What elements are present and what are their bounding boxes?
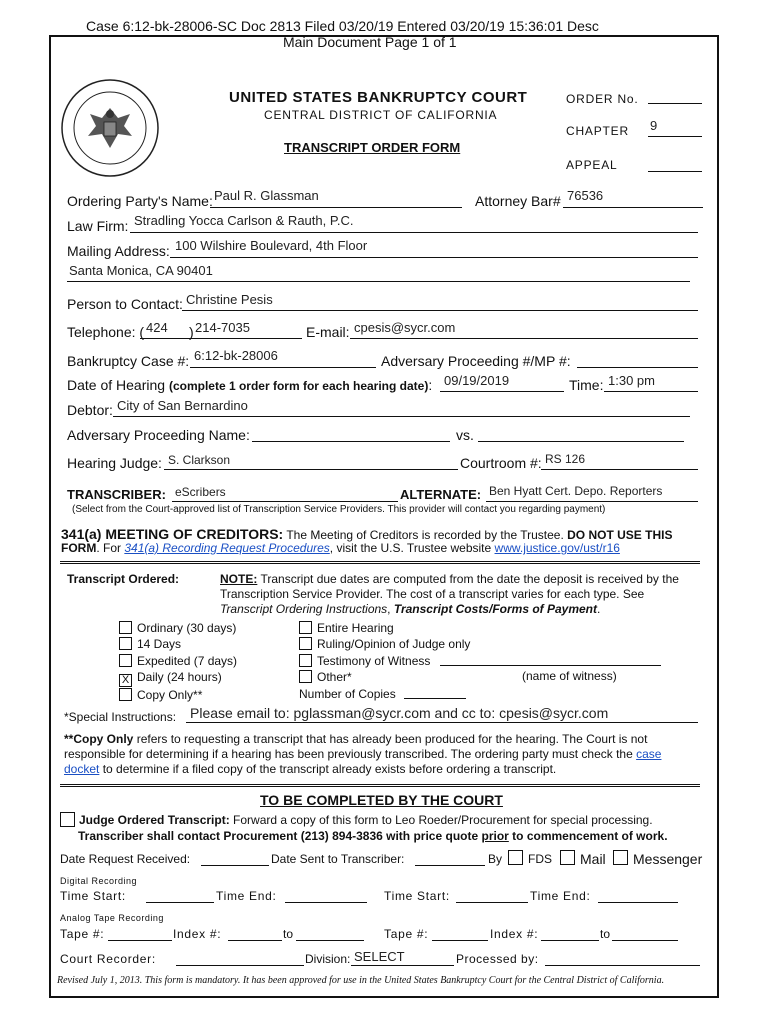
email-label: E-mail: bbox=[306, 324, 350, 340]
attorney-bar-label: Attorney Bar# bbox=[475, 193, 561, 209]
other-checkbox[interactable] bbox=[299, 670, 312, 683]
court-district: CENTRAL DISTRICT OF CALIFORNIA bbox=[264, 108, 498, 122]
meeting-bold2: FORM bbox=[61, 541, 97, 555]
form-title: TRANSCRIPT ORDER FORM bbox=[284, 140, 461, 155]
hearing-date-text: Date of Hearing bbox=[67, 377, 166, 393]
ordering-party-value[interactable]: Paul R. Glassman bbox=[214, 188, 319, 203]
to-line-2[interactable] bbox=[612, 940, 678, 941]
time-start-label-2: Time Start: bbox=[384, 889, 450, 903]
prior-text: prior bbox=[481, 829, 509, 843]
costs-ref: Transcript Costs/Forms of Payment bbox=[393, 602, 598, 616]
division-select[interactable]: SELECT bbox=[354, 949, 405, 964]
hearing-date-label bbox=[67, 377, 432, 393]
time-start-label-1: Time Start: bbox=[60, 889, 126, 903]
date-sent-label: Date Sent to Transcriber: bbox=[271, 852, 405, 866]
alternate-line bbox=[486, 501, 698, 502]
daily-checkbox[interactable]: X bbox=[119, 674, 132, 687]
mailing-address-label: Mailing Address: bbox=[67, 243, 170, 259]
judge-ordered-checkbox[interactable] bbox=[60, 812, 75, 827]
copies-line[interactable] bbox=[404, 698, 466, 699]
copy-text2: responsible for determining if a hearing has been previously transcribed. The ordering party must check the bbox=[64, 747, 637, 761]
appeal-label: APPEAL bbox=[566, 158, 618, 172]
turnaround-options bbox=[119, 620, 237, 704]
to-line-1[interactable] bbox=[296, 940, 364, 941]
judge-ordered-bold: Judge Ordered Transcript: bbox=[79, 813, 230, 827]
special-instructions-label: *Special Instructions: bbox=[64, 710, 177, 724]
scope-options bbox=[299, 620, 470, 702]
time-value[interactable]: 1:30 pm bbox=[608, 373, 655, 388]
meeting-text3: , visit the U.S. Trustee website bbox=[329, 541, 495, 555]
recording-procedures-link[interactable]: 341(a) Recording Request Procedures bbox=[124, 541, 330, 555]
meeting-heading: 341(a) MEETING OF CREDITORS: bbox=[61, 526, 284, 542]
copy-only-line3 bbox=[64, 762, 556, 776]
time-end-line-1[interactable] bbox=[285, 902, 367, 903]
entire-hearing-checkbox[interactable] bbox=[299, 621, 312, 634]
mailing-line1 bbox=[170, 257, 698, 258]
note-text1: Transcript due dates are computed from the date the deposit is received by the bbox=[257, 572, 679, 586]
court-section-divider bbox=[60, 784, 700, 787]
adversary-name-label: Adversary Proceeding Name: bbox=[67, 427, 250, 443]
adversary-label: Adversary Proceeding #/MP #: bbox=[381, 353, 571, 369]
courtroom-value[interactable]: RS 126 bbox=[545, 452, 586, 466]
appeal-line[interactable] bbox=[648, 171, 702, 172]
procurement-text: Transcriber shall contact Procurement (213) 894-3836 with price quote bbox=[78, 829, 482, 843]
by-label: By bbox=[488, 852, 503, 866]
division-label: Division: bbox=[305, 952, 351, 966]
option-label: Entire Hearing bbox=[317, 621, 394, 635]
vs-label: vs. bbox=[456, 427, 474, 443]
index-label-2: Index #: bbox=[490, 927, 539, 941]
tape-line-1[interactable] bbox=[108, 940, 172, 941]
meeting-line1 bbox=[61, 526, 672, 542]
transcriber-line bbox=[172, 501, 398, 502]
judge-ordered-line2 bbox=[78, 829, 668, 843]
judge-line bbox=[164, 469, 458, 470]
date-received-label: Date Request Received: bbox=[60, 852, 191, 866]
time-start-line-1[interactable] bbox=[146, 902, 214, 903]
option-ruling[interactable] bbox=[299, 636, 470, 652]
telephone-area[interactable]: 424 bbox=[146, 320, 168, 335]
expedited-checkbox[interactable] bbox=[119, 654, 132, 667]
index-line-2[interactable] bbox=[541, 940, 599, 941]
option-label: Daily (24 hours) bbox=[137, 670, 222, 685]
hearing-date-value[interactable]: 09/19/2019 bbox=[444, 373, 510, 388]
processed-by-label: Processed by: bbox=[456, 952, 539, 966]
law-firm-line bbox=[130, 232, 698, 233]
index-label-1: Index #: bbox=[173, 927, 222, 941]
adversary-line[interactable] bbox=[577, 367, 698, 368]
section-divider bbox=[60, 561, 700, 564]
messenger-label: Messenger bbox=[633, 851, 703, 867]
mailing-address-value2[interactable]: Santa Monica, CA 90401 bbox=[69, 263, 213, 278]
email-line bbox=[350, 338, 698, 339]
case-line bbox=[190, 367, 376, 368]
fds-checkbox[interactable] bbox=[508, 850, 523, 865]
docket-header-line2: Main Document Page 1 of 1 bbox=[283, 34, 457, 50]
contact-value[interactable]: Christine Pesis bbox=[186, 292, 273, 307]
division-line bbox=[351, 965, 454, 966]
fourteen-days-checkbox[interactable] bbox=[119, 637, 132, 650]
note-end: . bbox=[597, 602, 601, 616]
law-firm-value[interactable]: Stradling Yocca Carlson & Rauth, P.C. bbox=[134, 213, 354, 228]
copy-text1: refers to requesting a transcript that has already been produced for the hearing. The Court is not bbox=[133, 732, 648, 746]
option-label: 14 Days bbox=[137, 637, 182, 652]
meeting-text2: . For bbox=[96, 541, 125, 555]
option-daily[interactable] bbox=[119, 669, 237, 687]
docket-header-line1: Case 6:12-bk-28006-SC Doc 2813 Filed 03/20/19 Entered 03/20/19 15:36:01 Desc bbox=[86, 18, 599, 34]
revision-footer: Revised July 1, 2013. This form is mandatory. It has been approved for use in the United States Bankruptcy Court for the Central District of California. bbox=[57, 975, 665, 986]
index-line-1[interactable] bbox=[228, 940, 282, 941]
telephone-label: Telephone: ( bbox=[67, 324, 145, 340]
judge-ordered-text: Forward a copy of this form to Leo Roeder/Procurement for special processing. bbox=[229, 813, 653, 827]
hearing-date-line bbox=[440, 391, 564, 392]
court-seal-icon bbox=[60, 78, 160, 178]
vs-line[interactable] bbox=[478, 441, 684, 442]
testimony-checkbox[interactable] bbox=[299, 654, 312, 667]
mail-checkbox[interactable] bbox=[560, 850, 575, 865]
note-line1 bbox=[220, 572, 679, 586]
note-sep: , bbox=[387, 602, 394, 616]
mail-label: Mail bbox=[580, 851, 606, 867]
transcriber-label: TRANSCRIBER: bbox=[67, 487, 166, 502]
time-end-line-2[interactable] bbox=[598, 902, 678, 903]
hearing-date-colon: : bbox=[428, 377, 433, 393]
tape-line-2[interactable] bbox=[432, 940, 488, 941]
copy-only-checkbox[interactable] bbox=[119, 688, 132, 701]
tape-label-2: Tape #: bbox=[384, 927, 429, 941]
alternate-value[interactable]: Ben Hyatt Cert. Depo. Reporters bbox=[489, 484, 663, 498]
copy-only-bold: **Copy Only bbox=[64, 732, 134, 746]
option-ordinary[interactable] bbox=[119, 620, 237, 636]
to-label-1: to bbox=[283, 927, 294, 941]
analog-recording-label: Analog Tape Recording bbox=[60, 913, 164, 923]
judge-ordered-line1 bbox=[60, 812, 653, 827]
note-label: NOTE: bbox=[220, 572, 258, 586]
court-recorder-line[interactable] bbox=[176, 965, 304, 966]
special-line bbox=[186, 722, 698, 723]
law-firm-label: Law Firm: bbox=[67, 218, 129, 234]
meeting-line2 bbox=[61, 541, 620, 555]
option-label: Ordinary (30 days) bbox=[137, 621, 237, 635]
copies-row bbox=[299, 686, 470, 702]
option-label: Ruling/Opinion of Judge only bbox=[317, 637, 471, 652]
note-line3 bbox=[220, 602, 600, 616]
case-label: Bankruptcy Case #: bbox=[67, 353, 190, 369]
telephone-line bbox=[140, 338, 302, 339]
ordering-party-line bbox=[210, 207, 462, 208]
judge-label: Hearing Judge: bbox=[67, 455, 162, 471]
messenger-checkbox[interactable] bbox=[613, 850, 628, 865]
attorney-bar-value[interactable]: 76536 bbox=[567, 188, 604, 203]
telephone-close: ) bbox=[189, 324, 194, 340]
to-label-2: to bbox=[600, 927, 611, 941]
fds-label: FDS bbox=[528, 852, 552, 866]
chapter-label: CHAPTER bbox=[566, 124, 629, 138]
date-sent-line[interactable] bbox=[415, 865, 485, 866]
special-instructions-value[interactable]: Please email to: pglassman@sycr.com and cc to: cpesis@sycr.com bbox=[190, 705, 609, 721]
telephone-number[interactable]: 214-7035 bbox=[195, 320, 250, 335]
option-testimony[interactable] bbox=[299, 653, 470, 669]
copy-text3: to determine if a filed copy of the transcript already exists before ordering a transcript. bbox=[99, 762, 557, 776]
commencement-text: to commencement of work. bbox=[508, 829, 668, 843]
chapter-line bbox=[648, 136, 702, 137]
debtor-line bbox=[113, 416, 690, 417]
copy-only-line1 bbox=[64, 732, 647, 746]
time-end-label-2: Time End: bbox=[530, 889, 591, 903]
email-value[interactable]: cpesis@sycr.com bbox=[354, 320, 456, 335]
copies-label: Number of Copies bbox=[299, 686, 396, 701]
option-label: Copy Only** bbox=[137, 688, 203, 703]
processed-by-line[interactable] bbox=[545, 965, 700, 966]
copy-only-line2 bbox=[64, 747, 661, 761]
courtroom-line bbox=[541, 469, 698, 470]
digital-recording-label: Digital Recording bbox=[60, 876, 138, 886]
time-start-line-2[interactable] bbox=[456, 902, 528, 903]
time-label: Time: bbox=[569, 377, 604, 393]
case-value[interactable]: 6:12-bk-28006 bbox=[194, 348, 278, 363]
chapter-value[interactable]: 9 bbox=[650, 118, 658, 133]
debtor-value[interactable]: City of San Bernardino bbox=[117, 398, 248, 413]
hearing-date-note: (complete 1 order form for each hearing date) bbox=[168, 379, 429, 393]
judge-value[interactable]: S. Clarkson bbox=[168, 453, 231, 467]
ruling-checkbox[interactable] bbox=[299, 637, 312, 650]
mailing-line2 bbox=[67, 281, 690, 282]
adversary-name-line[interactable] bbox=[252, 441, 450, 442]
meeting-bold1: DO NOT USE THIS bbox=[567, 528, 673, 542]
tape-label-1: Tape #: bbox=[60, 927, 105, 941]
time-end-label-1: Time End: bbox=[216, 889, 277, 903]
time-line bbox=[604, 391, 698, 392]
witness-line[interactable] bbox=[440, 665, 661, 666]
option-14-days[interactable] bbox=[119, 636, 237, 652]
option-expedited[interactable] bbox=[119, 653, 237, 669]
option-label: Testimony of Witness bbox=[317, 653, 431, 668]
court-section-heading: TO BE COMPLETED BY THE COURT bbox=[260, 792, 503, 808]
option-copy-only[interactable] bbox=[119, 687, 237, 703]
mailing-address-value1[interactable]: 100 Wilshire Boulevard, 4th Floor bbox=[175, 238, 368, 253]
trustee-website-link[interactable]: www.justice.gov/ust/r16 bbox=[494, 541, 620, 555]
debtor-label: Debtor: bbox=[67, 402, 113, 418]
date-received-line[interactable] bbox=[201, 865, 269, 866]
case-link[interactable]: case bbox=[636, 747, 662, 761]
option-other[interactable] bbox=[299, 669, 470, 685]
instructions-ref: Transcript Ordering Instructions bbox=[220, 602, 388, 616]
contact-label: Person to Contact: bbox=[67, 296, 183, 312]
option-label: Expedited (7 days) bbox=[137, 653, 238, 668]
court-title: UNITED STATES BANKRUPTCY COURT bbox=[229, 89, 528, 106]
transcriber-value[interactable]: eScribers bbox=[175, 485, 226, 499]
order-no-line[interactable] bbox=[648, 103, 702, 104]
courtroom-label: Courtroom #: bbox=[460, 455, 542, 471]
transcript-ordered-label: Transcript Ordered: bbox=[67, 572, 180, 586]
order-no-label: ORDER No. bbox=[566, 92, 639, 106]
attorney-bar-line bbox=[563, 207, 703, 208]
meeting-text1: The Meeting of Creditors is recorded by the Trustee. bbox=[283, 528, 568, 542]
ordering-party-label: Ordering Party's Name: bbox=[67, 193, 213, 209]
option-label: Other* bbox=[317, 670, 352, 685]
witness-note: (name of witness) bbox=[522, 669, 617, 683]
note-text2: Transcription Service Provider. The cost of a transcript varies for each type. See bbox=[220, 587, 645, 601]
contact-line bbox=[182, 310, 698, 311]
ordinary-checkbox[interactable] bbox=[119, 621, 132, 634]
option-entire-hearing[interactable] bbox=[299, 620, 470, 636]
court-recorder-label: Court Recorder: bbox=[60, 952, 156, 966]
transcriber-note: (Select from the Court-approved list of Transcription Service Providers. This provider will contact you regarding payment) bbox=[72, 504, 606, 515]
docket-link[interactable]: docket bbox=[64, 762, 100, 776]
alternate-label: ALTERNATE: bbox=[400, 487, 482, 502]
